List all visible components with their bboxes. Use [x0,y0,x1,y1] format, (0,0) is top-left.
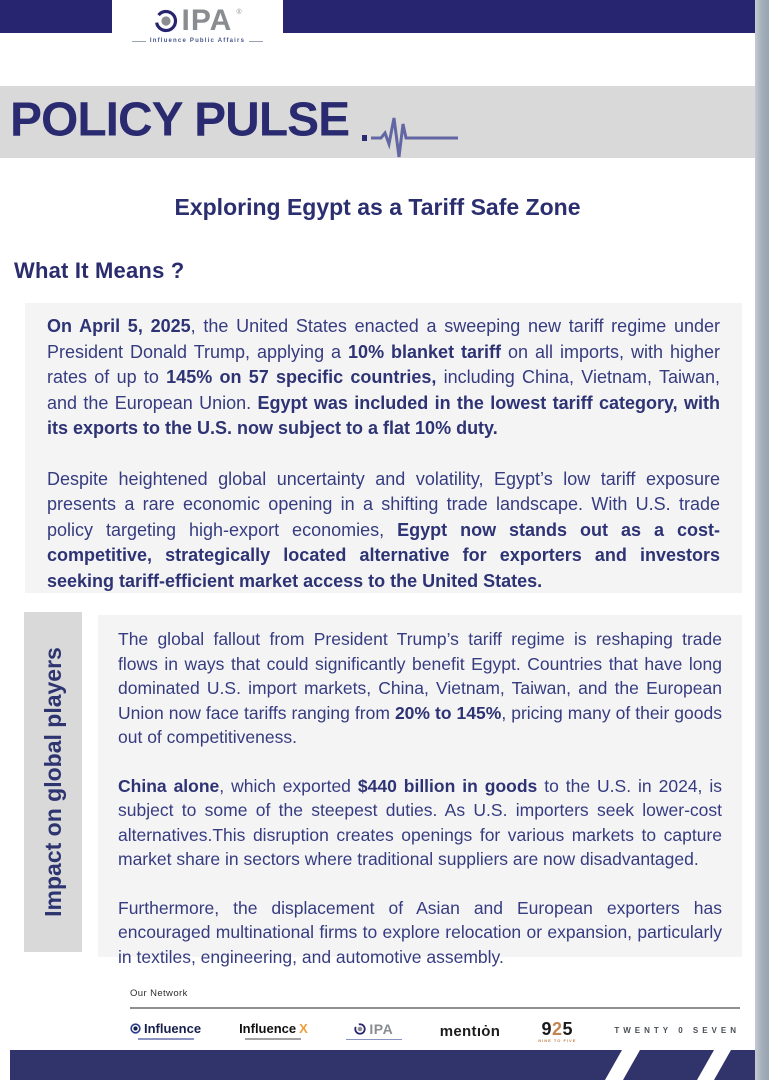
footer-divider [130,1007,740,1009]
masthead-title: POLICY PULSE [10,93,350,147]
masthead-band [0,86,755,158]
registered-mark: ® [236,9,242,16]
influence-x-logo-text: Influence [239,1021,297,1037]
section-heading-what-it-means: What It Means ? [14,258,185,283]
ipa-tagline [132,38,263,44]
influence-x-tagline-mark [245,1038,301,1040]
paragraph-impact-1: The global fallout from President Trump’s tariff regime is reshaping trade flows in ways that could significantly benefit Egypt. Countries that have long dominated U.S. import markets, China, Vietnam, Taiwan, and the European Union now face tariffs ranging from 20% to 145%, pricing many of their goods out of competitiveness. [118,629,722,747]
impact-box [98,615,742,967]
network-logos-row [130,1014,740,1048]
influence-x-logo [239,1022,308,1040]
mention-logo [440,1024,500,1039]
twenty-o-seven-text: TWENTY 0 SEVEN [614,1026,740,1035]
paragraph-intro-1: On April 5, 2025, the United States enacted a sweeping new tariff regime under President Donald Trump, applying a 10% blanket tariff on all imports, with higher rates of up to 145% on 57 specific countries, including China, Vietnam, Taiwan, and the European Union. Egypt was included in the lowest tariff category, with its exports to the U.S. now subject to a flat 10% duty. [47,316,721,438]
paragraph-intro-2: Despite heightened global uncertainty and volatility, Egypt’s low tariff exposure presents a rare economic opening in a shifting trade landscape. With U.S. trade policy targeting high-export economies, Egypt now stands out as a cost-competitive, strategically located alternative for exporters and investors seeking tariff-efficient market access to the United States. [47,468,720,591]
mention-logo-text: mentıȯn [439,1022,501,1040]
scrollbar-track[interactable] [755,0,769,1080]
ipa-footer-tagline-mark [346,1039,402,1041]
what-it-means-box [25,303,742,593]
our-network-label: Our Network [130,988,188,999]
bottom-bar-stripes [0,1050,769,1080]
twenty-o-seven-logo [614,1027,740,1035]
ipa-rings-icon [154,9,178,33]
impact-sidebar [24,612,82,952]
influence-tagline-mark [138,1038,194,1040]
influence-logo-text: Influence [144,1021,202,1037]
influence-logo [130,1022,201,1040]
ipa-tagline-text: Influence Public Affairs [149,38,246,44]
ipa-logo-text: IPA [181,4,233,37]
tagline-dash-right [249,41,263,42]
impact-sidebar-label: Impact on global players [39,647,66,917]
ipa-footer-text: IPA [369,1020,394,1037]
nine-two-five-logo [538,1020,576,1043]
ipa-logo [112,0,283,50]
ipa-footer-rings-icon [354,1023,366,1035]
article-title: Exploring Egypt as a Tariff Safe Zone [174,194,581,220]
paragraph-impact-3: Furthermore, the displacement of Asian and European exporters has encouraged multinational firms to explore relocation or expansion, particularly in textiles, engineering, and automotive assembly. [118,897,722,967]
nine-two-five-tagline: NINE TO FIVE [538,1037,577,1043]
paragraph-impact-2: China alone, which exported $440 billion in goods to the U.S. in 2024, is subject to some of the steepest duties. As U.S. importers seek lower-cost alternatives.This disruption creates openings for various markets to capture market share in sectors where traditional suppliers are now disadvantaged. [118,775,723,869]
influence-x-mark: X [299,1021,308,1037]
influence-rings-icon [130,1023,141,1034]
tagline-dash-left [132,41,146,42]
heartbeat-pulse-icon [362,100,462,160]
ipa-footer-logo [346,1022,402,1041]
nine-two-five-digits: 925 [541,1018,574,1039]
ipa-logo-row [154,6,242,36]
